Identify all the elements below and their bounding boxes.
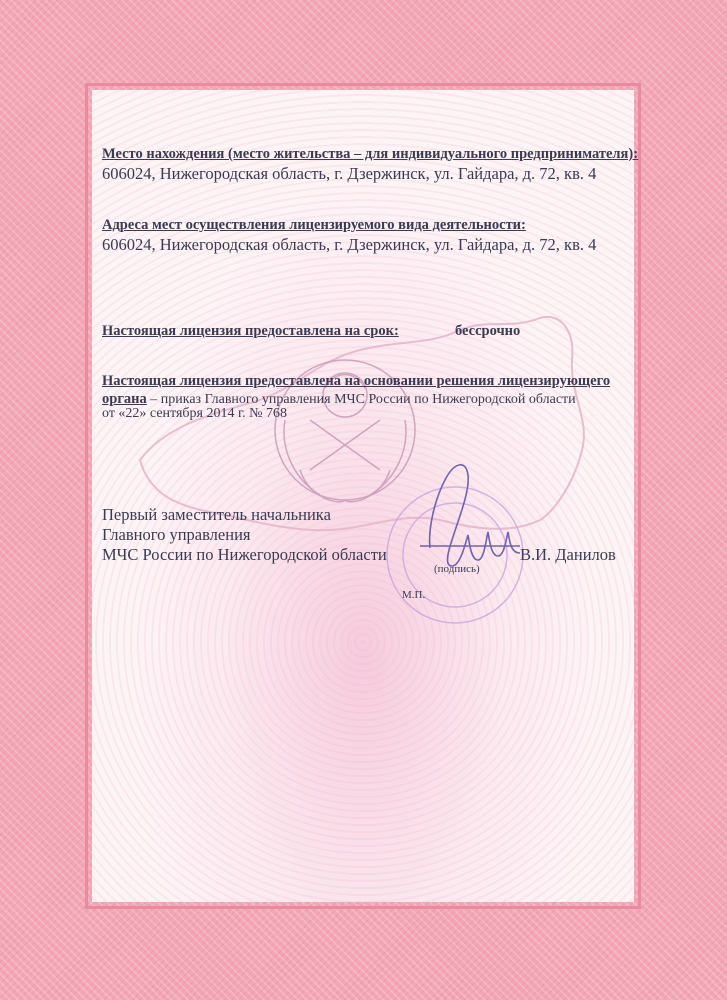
activity-addresses-value: 606024, Нижегородская область, г. Дзержинск, ул. Гайдара, д. 72, кв. 4 [102,235,597,254]
basis-label-line1: Настоящая лицензия предоставлена на основании решения лицензирующего [102,373,611,389]
basis-label-line2: органа [102,391,147,407]
signatory-title-line2: Главного управления [102,525,251,544]
basis-order-date: от «22» сентября 2014 г. № 768 [102,406,287,421]
basis-order-text: – приказ Главного управления МЧС России по Нижегородской области [146,392,576,407]
stamp-caption: М.П. [402,589,426,601]
term-value: бессрочно [455,323,521,339]
term-label: Настоящая лицензия предоставлена на срок: [102,323,399,339]
signatory-title-line1: Первый заместитель начальника [102,505,331,524]
signatory-name: В.И. Данилов [520,545,616,564]
activity-addresses-label: Адреса мест осуществления лицензируемого вида деятельности: [102,217,526,233]
signature-caption: (подпись) [434,563,480,575]
document-field [92,90,634,902]
location-value: 606024, Нижегородская область, г. Дзержинск, ул. Гайдара, д. 72, кв. 4 [102,164,597,183]
location-label: Место нахождения (место жительства – для индивидуального предпринимателя): [102,146,639,162]
signatory-title-line3: МЧС России по Нижегородской области [102,545,387,564]
